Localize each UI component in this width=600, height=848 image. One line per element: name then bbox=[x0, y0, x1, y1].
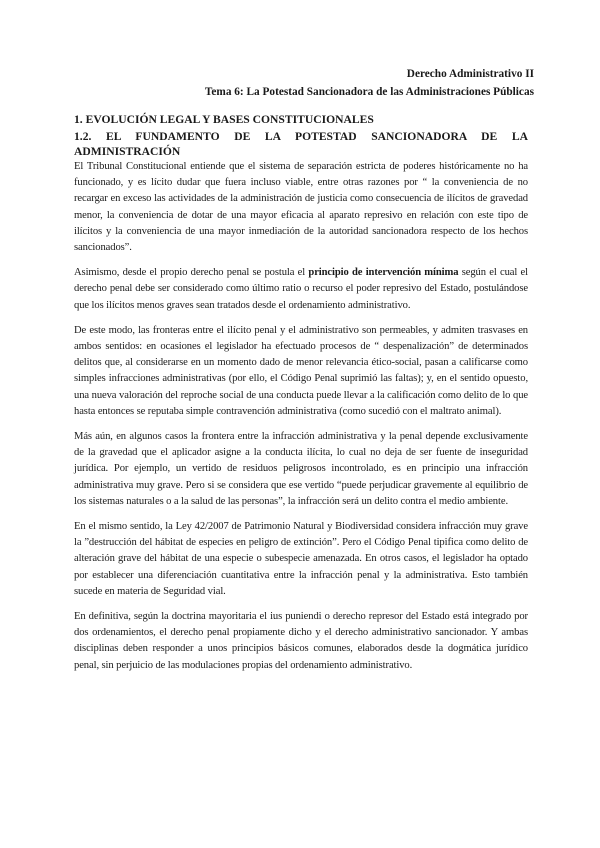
topic-title: Tema 6: La Potestad Sancionadora de las Administraciones Públicas bbox=[204, 86, 534, 98]
section-heading-1-2: 1.2. EL FUNDAMENTO DE LA POTESTAD SANCIONADORA DE LA ADMINISTRACIÓN bbox=[74, 130, 528, 158]
paragraph-2-text-b: según el cual el derecho penal debe ser considerado como último ratio o recurso el poder represivo del Estado, postulándose que los ilícitos menos graves sean tratados desde el ordenamiento administrativo. bbox=[74, 267, 529, 311]
paragraph-5: En el mismo sentido, la Ley 42/2007 de Patrimonio Natural y Biodiversidad considera infracción muy grave la ”destrucción del hábitat de especies en peligro de extinción”. Pero el Código Penal tipifica como delito de alteración grave del hábitat de una especie o subespecie amenazada. En otros casos, el legislador ha optado por establecer una diferenciación cuantitativa entre la infracción penal y la administrativa. Esto también sucede en materia de Seguridad vial. bbox=[74, 521, 528, 597]
course-title: Derecho Administrativo II bbox=[406, 68, 534, 80]
paragraph-2-text-a: Asimismo, desde el propio derecho penal se postula el bbox=[74, 267, 309, 279]
document-body bbox=[74, 110, 528, 674]
paragraph-2 bbox=[74, 265, 528, 314]
section-heading-1: 1. EVOLUCIÓN LEGAL Y BASES CONSTITUCIONALES bbox=[74, 113, 374, 126]
paragraph-4: Más aún, en algunos casos la frontera entre la infracción administrativa y la penal depende exclusivamente de la gravedad que el aplicador asigne a la conducta ilícita, lo cual no deja de ser fuente de inseguridad jurídica. Por ejemplo, un vertido de residuos peligrosos incontrolado, es en principio una infracción administrativa muy grave. Pero si se considera que ese vertido “puede perjudicar gravemente al equilibrio de los sistemas naturales o a la salud de las personas”, la infracción será un delito contra el medio ambiente. bbox=[74, 431, 528, 507]
paragraph-1: El Tribunal Constitucional entiende que el sistema de separación estricta de poderes históricamente no ha funcionado, y es lícito dudar que fuera incluso viable, entre otras razones por “ la conveniencia de no recargar en exceso las actividades de la administración de justicia como consecuencia de ilícitos de gravedad menor, la conveniencia de dotar de una mayor eficacia al aparato represivo en relación con este tipo de ilícitos y la conveniencia de una mayor inmediación de la autoridad sancionadora respecto de los hechos sancionados”. bbox=[74, 161, 528, 254]
principle-emphasis: principio de intervención mínima bbox=[308, 267, 459, 279]
paragraph-6: En definitiva, según la doctrina mayoritaria el ius puniendi o derecho represor del Estado está integrado por dos ordenamientos, el derecho penal propiamente dicho y el derecho administrativo sancionador. Y ambas disciplinas deben responder a unos principios básicos comunes, elaborados desde la dogmática jurídico penal, sin perjuicio de las modulaciones propias del ordenamiento administrativo. bbox=[74, 611, 528, 671]
paragraph-3: De este modo, las fronteras entre el ilícito penal y el administrativo son permeables, y admiten trasvases en ambos sentidos: en ocasiones el legislador ha efectuado procesos de “ despenalización” de determinados delitos que, al considerarse en un momento dado de menor relevancia ético-social, pasan a calificarse como simples infracciones administrativas (por ello, el Código Penal suprimió las faltas); y, en el sentido opuesto, una nueva valoración del reproche social de una conducta puede llevar a la calificación como delito de lo que hasta entonces se reputaba simple contravención administrativa (como sucedió con el maltrato animal). bbox=[74, 324, 528, 417]
